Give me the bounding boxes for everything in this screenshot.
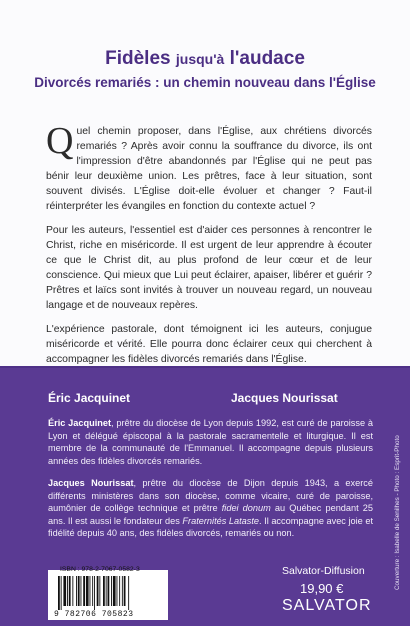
publisher-logo: SALVATOR	[282, 597, 372, 614]
dropcap: Q	[46, 120, 74, 162]
isbn-text: ISBN : 978-2-7067-0582-3	[60, 566, 140, 573]
book-subtitle: Divorcés remariés : un chemin nouveau dans l'Église	[34, 75, 376, 90]
barcode-bar	[72, 576, 73, 606]
barcode-icon	[56, 576, 164, 610]
bio-2-text-a: , prêtre du diocèse de Dijon depuis 1943, a exercé différents ministères dans son diocèse, comme vicaire, curé de paroisse, aumônier de collège technique et prêtre	[48, 478, 373, 514]
blurb-paragraph-3: L'expérience pastorale, dont témoignent ici les auteurs, conjugue miséricorde et vérité. Elle pourra donc éclairer ceux qui cherchent à accompagner les fidèles divorcés remariés dans l'Église.	[46, 324, 372, 366]
book-title	[0, 48, 410, 70]
author-name-2: Jacques Nourissat	[231, 391, 338, 405]
barcode-bar	[90, 576, 91, 606]
barcode-bar	[81, 576, 82, 606]
barcode-bar	[113, 576, 116, 606]
author-bio-1	[48, 417, 373, 467]
barcode-bar	[122, 576, 123, 606]
cover-credit-text: Couverture : Isabelle de Senilhes - Photo : Esprit-Photo	[394, 435, 401, 590]
barcode-bar	[97, 576, 99, 606]
blurb-text-1: uel chemin proposer, dans l'Église, aux chrétiens divorcés remariés ? Après avoir connu la souffrance du divorce, ils ont l'impression d'être abandonnés par l'Église qui ne peut pas bénir leur deuxième union. Les prêtres, face à leur situation, sont souvent divisés. L'Église doit-elle évoluer et changer ? Faut-il réinterpréter les évangiles en fonction du contexte actuel ?	[46, 126, 372, 213]
barcode-bar	[63, 576, 66, 606]
barcode-bar	[94, 576, 95, 610]
barcode-bar	[111, 576, 112, 606]
ean-digits: 9 782706 705823	[54, 610, 134, 619]
book-price: 19,90 €	[300, 581, 344, 596]
barcode-bar	[103, 576, 105, 606]
barcode-bar	[117, 576, 118, 606]
bio-2-name: Jacques Nourissat	[48, 478, 134, 488]
barcode-bar	[128, 576, 129, 610]
title-part-2: jusqu'à	[175, 51, 225, 67]
author-bio-2	[48, 477, 373, 540]
barcode-bar	[67, 576, 68, 606]
bio-2-text-c: . Il accompagne avec joie et fidélité depuis 40 ans, des fidèles divorcés, remariés ou non.	[48, 515, 374, 539]
barcode-bar	[119, 576, 120, 606]
barcode-bar	[92, 576, 93, 606]
title-part-1: Fidèles	[105, 48, 171, 69]
blurb-paragraph-2: Pour les auteurs, l'essentiel est d'aider ces personnes à rencontrer le Christ, riche en miséricorde. Il est urgent de leur apprendre à écouter ce que le Christ dit, au plus profond de leur cœur et de leur conscience. Qui mieux que Lui peut éclairer, apaiser, libérer et guérir ? Prêtres et laïcs sont invités à trouver un nouveau regard, un nouveau langage et de nouveaux repères.	[46, 225, 372, 312]
barcode-bar	[61, 576, 62, 610]
bio-1-text: , prêtre du diocèse de Lyon depuis 1992, est curé de paroisse à Lyon et délégué épiscopal à la pastorale sacramentelle et liturgique. Il est membre de la communauté de l'Emmanuel. Il accompagne depuis plusieurs années des fidèles divorcés remariés.	[48, 418, 373, 466]
bio-2-italic-1: fidei donum	[221, 503, 271, 514]
barcode-bar	[99, 576, 100, 606]
blurb-paragraph-1	[46, 120, 372, 215]
cover-credit	[384, 430, 401, 590]
bio-2-italic-2: Fraternités Lataste	[182, 515, 260, 526]
barcode-bar	[108, 576, 110, 606]
barcode-bar	[106, 576, 107, 606]
barcode-bar	[124, 576, 126, 606]
barcode-bar	[76, 576, 77, 606]
barcode-bar	[83, 576, 85, 606]
author-name-1: Éric Jacquinet	[48, 391, 131, 405]
barcode-bar	[58, 576, 60, 610]
barcode-bar	[69, 576, 71, 606]
title-part-3: l'audace	[229, 48, 305, 69]
barcode-bar	[86, 576, 89, 606]
barcode-bar	[78, 576, 80, 606]
bio-1-name: Éric Jacquinet	[48, 418, 112, 428]
bio-2-text-b: au Québec pendant 25 ans. Il est aussi le fondateur des	[48, 503, 373, 526]
distributor-name: Salvator-Diffusion	[282, 565, 365, 577]
